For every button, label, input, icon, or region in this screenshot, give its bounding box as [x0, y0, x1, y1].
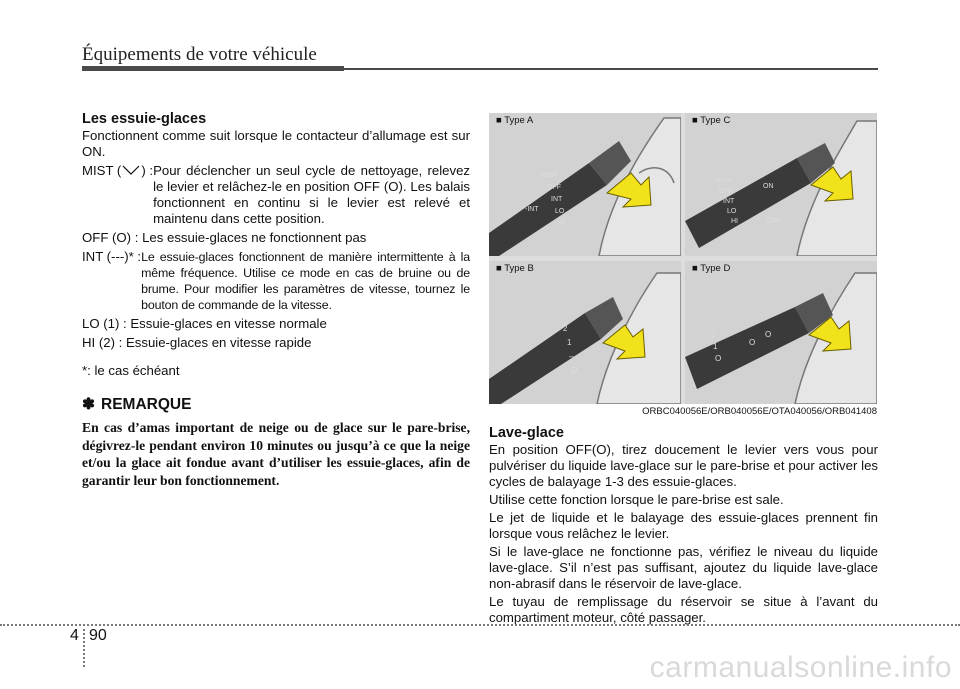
type-d-label: ■ Type D — [692, 263, 731, 274]
mist-chevron-icon — [121, 164, 141, 176]
lo-definition: LO (1) : Essuie-glaces en vitesse normale — [82, 316, 327, 331]
header-rule-thin — [344, 68, 878, 70]
washer-heading: Lave-glace — [489, 425, 564, 441]
svg-text:INT: INT — [723, 198, 735, 205]
int-definition — [82, 249, 470, 313]
washer-paragraph-1: En position OFF(O), tirez doucement le levier vers vous pour pulvériser du liquide lave-glace sur le pare-brise et pour activer les cycles de balayage 1-3 des essuie-glaces. — [489, 442, 878, 489]
wiper-lever-figure — [489, 113, 877, 404]
washer-paragraph-4: Si le lave-glace ne fonctionne pas, vérifiez le niveau du liquide lave-glace. S’il n’est pas suffisant, ajoutez du liquide lave-glace non-abrasif dans le réservoir de lave-glace. — [489, 544, 878, 591]
svg-text:1: 1 — [567, 338, 572, 347]
page-header-title: Équipements de votre véhicule — [82, 44, 317, 65]
remarque-body: En cas d’amas important de neige ou de glace sur le pare-brise, dégivrez-le pendant environ 10 minutes ou jusqu’à ce que la neige et/ou la glace ait fondue avant d’utiliser les essuie-glaces, afin de garantir leur bon fonctionnement. — [82, 420, 470, 488]
remarque-symbol-icon: ✽ — [82, 396, 95, 413]
type-d-illustration — [685, 261, 877, 404]
type-a-illustration — [489, 113, 681, 256]
site-watermark: carmanualsonline.info — [649, 651, 952, 684]
svg-text:2: 2 — [563, 324, 568, 333]
wipers-heading: Les essuie-glaces — [82, 111, 207, 127]
svg-text:O: O — [571, 366, 578, 375]
svg-text:-INT: -INT — [525, 206, 539, 213]
hi-definition: HI (2) : Essuie-glaces en vitesse rapide — [82, 335, 312, 350]
washer-paragraph-2: Utilise cette fonction lorsque le pare-brise est sale. — [489, 492, 784, 507]
svg-text:LO: LO — [727, 208, 737, 215]
svg-text:—: — — [569, 352, 577, 361]
svg-text:2: 2 — [711, 330, 716, 339]
footer-divider — [83, 629, 85, 667]
int-description: Le essuie-glaces fonctionnent de manière intermittente à la même fréquence. Utilise ce mode en cas de bruine ou de brume. Pour modifier les paramètres de vitesse, tournez le bouton de commande de la vitesse. — [141, 250, 470, 312]
mist-description: Pour déclencher un seul cycle de nettoyage, relevez le levier et relâchez-le en position OFF (O). Les balais fonctionnent en continu si le levier est relevé et maintenu dans cette position. — [153, 163, 470, 226]
svg-text:INT: INT — [551, 196, 563, 203]
type-c-label: ■ Type C — [692, 115, 731, 126]
header-rule-thick — [82, 66, 344, 71]
figure-panel-type-a — [489, 113, 681, 256]
svg-text:HI: HI — [559, 220, 566, 227]
svg-text:HI: HI — [731, 218, 738, 225]
figure-caption: ORBC040056E/ORB040056E/OTA040056/ORB041408 — [642, 406, 877, 417]
figure-panel-type-b — [489, 261, 681, 404]
svg-text:O: O — [765, 330, 772, 339]
figure-panel-type-c — [685, 113, 877, 256]
figure-panel-type-d — [685, 261, 877, 404]
off-definition: OFF (O) : Les essuie-glaces ne fonctionnent pas — [82, 230, 367, 245]
remarque-heading — [82, 397, 470, 413]
mist-definition — [82, 163, 470, 227]
chapter-number: 4 — [70, 627, 79, 644]
page-number: 90 — [89, 627, 107, 644]
footnote: *: le cas échéant — [82, 363, 180, 378]
svg-text:O: O — [749, 338, 756, 347]
int-term: INT (---)* : — [82, 249, 142, 264]
svg-text:OFF: OFF — [767, 218, 781, 225]
svg-text:1: 1 — [713, 342, 718, 351]
washer-paragraph-3: Le jet de liquide et le balayage des essuie-glaces prennent fin lorsque vous relâchez le levier. — [489, 510, 878, 541]
svg-text:OFF: OFF — [547, 184, 561, 191]
svg-text:LO: LO — [555, 208, 565, 215]
svg-text:ON: ON — [763, 183, 774, 190]
svg-text:OFF: OFF — [719, 188, 733, 195]
right-column — [489, 425, 878, 628]
svg-text:MIST: MIST — [715, 178, 732, 185]
left-column — [82, 111, 470, 489]
type-b-label: ■ Type B — [496, 263, 534, 274]
svg-text:MIST: MIST — [541, 172, 558, 179]
type-b-illustration — [489, 261, 681, 404]
mist-term: MIST ( ) : — [82, 163, 154, 178]
washer-paragraph-5: Le tuyau de remplissage du réservoir se situe à l’avant du compartiment moteur, côté passager. — [489, 594, 878, 625]
type-c-illustration — [685, 113, 877, 256]
type-a-label: ■ Type A — [496, 115, 534, 126]
wipers-intro: Fonctionnent comme suit lorsque le contacteur d’allumage est sur ON. — [82, 128, 470, 159]
footer-rule — [0, 624, 960, 626]
svg-text:O: O — [715, 354, 722, 363]
remarque-title: REMARQUE — [101, 396, 192, 413]
